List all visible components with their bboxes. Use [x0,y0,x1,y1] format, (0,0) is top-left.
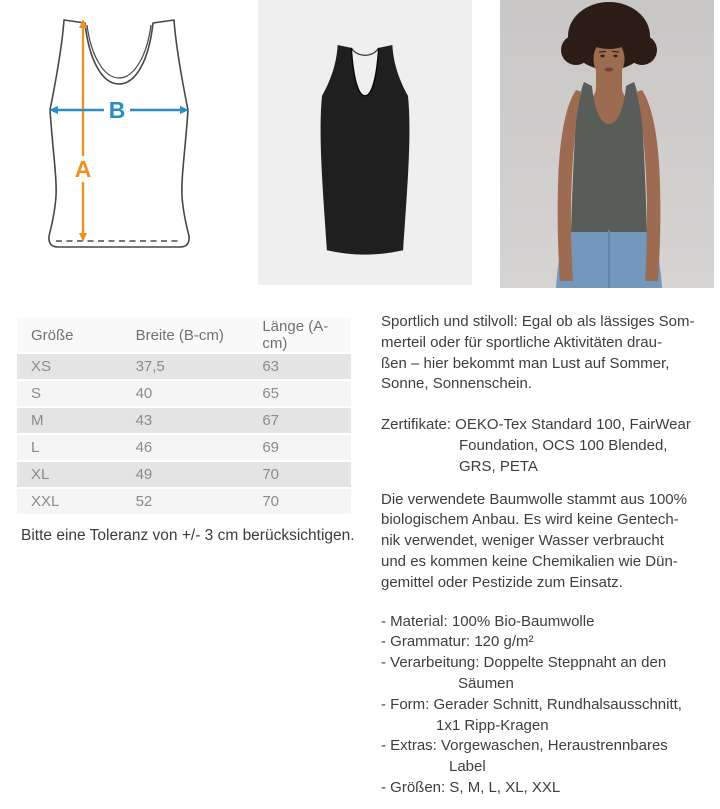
text-line: 1x1 Ripp-Kragen [436,716,549,734]
feature-verarbeitung [381,653,717,695]
width-cell: 52 [136,489,263,516]
model-hair-right [627,35,657,65]
model-illustration [500,0,714,288]
column-header-length: Länge (A-cm) [262,318,351,354]
table-row [17,435,351,462]
tank-top-sketch [46,18,194,258]
size-cell: S [17,381,136,408]
text-line: ßen – hier bekommt man Lust auf Sommer, [381,354,670,372]
product-photo-image[interactable] [258,0,472,285]
table-row [17,462,351,489]
text-line: - Material: 100% Bio-Baumwolle [381,612,595,630]
model-left-eye [601,55,605,58]
table-row [17,354,351,381]
back-collar-line [351,48,378,55]
text-line: Säumen [458,674,514,692]
size-cell: XL [17,462,136,489]
width-cell: 43 [136,408,263,435]
length-cell: 70 [262,489,351,516]
length-cell: 63 [262,354,351,381]
feature-form [381,695,717,737]
table-row [17,489,351,516]
left-brow [599,51,606,52]
label-a: A [74,156,92,182]
intro-paragraph [381,312,717,395]
table-row [17,381,351,408]
model-right-eye [614,55,618,58]
text-line: Zertifikate: OEKO-Tex Standard 100, FairWear [381,416,691,434]
tank-silhouette [321,45,410,255]
feature-groessen [381,778,717,799]
size-cell: M [17,408,136,435]
width-cell: 46 [136,435,263,462]
measurement-diagram-image[interactable] [46,18,194,258]
text-line: GRS, PETA [459,457,538,475]
certificates-paragraph [381,415,717,477]
text-line: - Verarbeitung: Doppelte Steppnaht an den [381,654,667,672]
table-row [17,408,351,435]
width-cell: 37,5 [136,354,263,381]
feature-material [381,612,717,633]
text-line: Sportlich und stilvoll: Egal ob als lässiges Som- [381,313,695,330]
text-line: merteil oder für sportliche Aktivitäten drau- [381,333,662,351]
feature-extras [381,736,717,778]
width-cell: 40 [136,381,263,408]
product-description [381,312,717,799]
size-cell: L [17,435,136,462]
text-line: - Größen: S, M, L, XL, XXL [381,778,561,796]
cotton-paragraph [381,490,717,594]
tank-outline [49,20,189,247]
model-hair-fringe [585,23,633,49]
size-chart-table [17,318,351,516]
text-line: nik verwendet, weniger Wasser verbraucht [381,532,664,550]
width-cell: 49 [136,462,263,489]
text-line: Foundation, OCS 100 Blended, [459,436,668,454]
length-cell: 69 [262,435,351,462]
text-line: biologischem Anbau. Es wird keine Gentech- [381,511,679,529]
size-cell: XXL [17,489,136,516]
product-image-gallery [0,0,720,290]
text-line: gemittel oder Pestizide zum Einsatz. [381,573,623,591]
text-line: - Grammatur: 120 g/m² [381,633,534,651]
text-line: - Extras: Vorgewaschen, Heraustrennbares [381,737,668,755]
text-line: und es kommen keine Chemikalien wie Dün- [381,552,678,570]
column-header-width: Breite (B-cm) [136,318,263,354]
model-photo-image[interactable] [500,0,714,288]
tolerance-note: Bitte eine Toleranz von +/- 3 cm berücksichtigen. [21,527,355,544]
size-chart-header-row [17,318,351,354]
feature-grammatur [381,632,717,653]
text-line: - Form: Gerader Schnitt, Rundhalsausschnitt, [381,695,682,713]
length-cell: 70 [262,462,351,489]
size-cell: XS [17,354,136,381]
length-cell: 67 [262,408,351,435]
text-line: Label [449,758,486,776]
right-brow [612,51,619,52]
size-chart [17,318,351,516]
model-lips [605,68,614,72]
model-hair-left [561,35,591,65]
label-b: B [108,97,126,123]
text-line: Sonne, Sonnenschein. [381,375,532,393]
column-header-size: Größe [17,318,136,354]
length-cell: 65 [262,381,351,408]
text-line: Die verwendete Baumwolle stammt aus 100% [381,490,687,508]
black-tank-top [316,45,414,260]
